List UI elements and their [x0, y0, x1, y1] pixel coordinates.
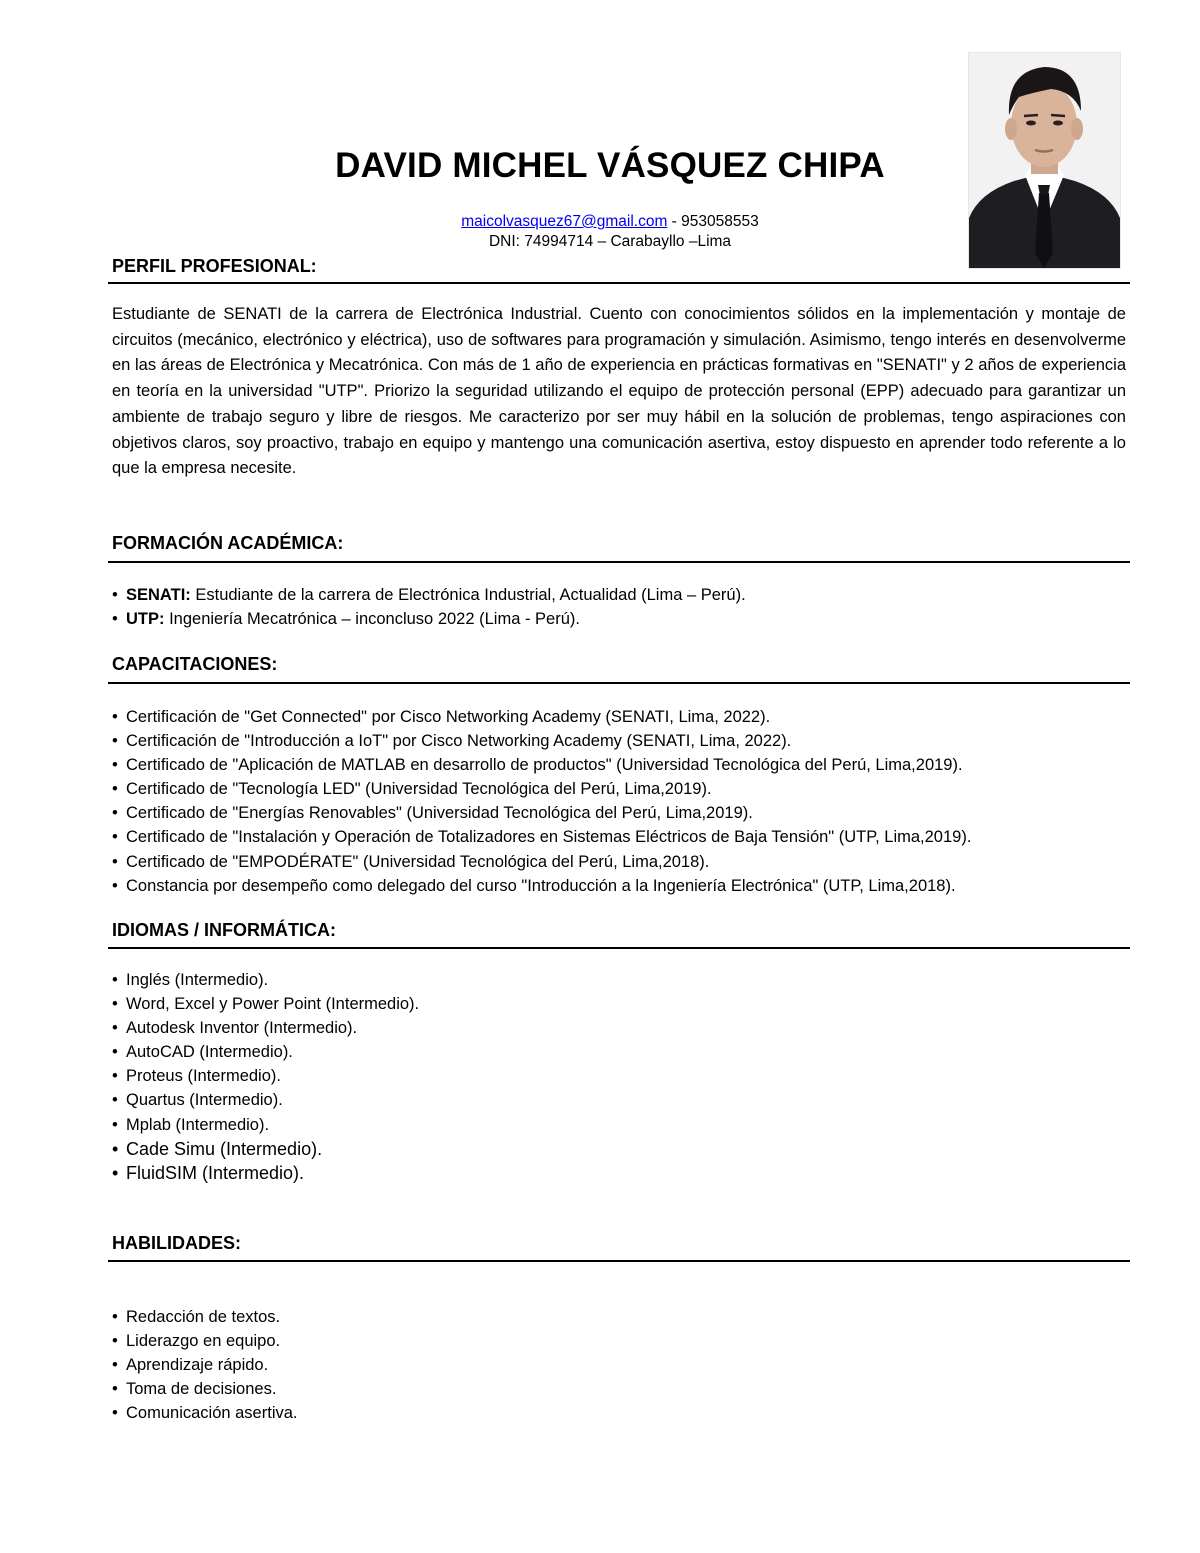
- bullet-icon: •: [112, 852, 118, 871]
- bullet-icon: •: [112, 610, 118, 629]
- profile-heading: PERFIL PROFESIONAL:: [112, 256, 317, 276]
- skill-text: FluidSIM (Intermedio).: [126, 1162, 305, 1183]
- list-item: [112, 1040, 1142, 1064]
- skill-text: Word, Excel y Power Point (Intermedio).: [126, 995, 420, 1014]
- skill-text: Proteus (Intermedio).: [126, 1067, 281, 1086]
- skill-text: Liderazgo en equipo.: [126, 1332, 281, 1351]
- languages-divider: [108, 947, 1130, 949]
- bullet-icon: •: [112, 971, 118, 989]
- bullet-icon: •: [112, 1380, 118, 1399]
- education-divider: [108, 561, 1130, 563]
- profile-photo: [968, 52, 1121, 269]
- email-link[interactable]: maicolvasquez67@gmail.com: [461, 213, 668, 230]
- bullet-icon: •: [112, 732, 118, 751]
- bullet-icon: •: [112, 1138, 119, 1159]
- list-item: [112, 1161, 1142, 1185]
- list-item: [112, 753, 1142, 777]
- bullet-icon: •: [112, 828, 118, 847]
- skill-text: Quartus (Intermedio).: [126, 1091, 283, 1110]
- bullet-icon: •: [112, 1404, 118, 1423]
- education-heading: FORMACIÓN ACADÉMICA:: [112, 533, 344, 553]
- list-item: [112, 1401, 1142, 1425]
- languages-list: [112, 968, 1142, 1185]
- list-item: [112, 1137, 1142, 1161]
- bullet-icon: •: [112, 1115, 118, 1134]
- list-item: [112, 1305, 1142, 1329]
- list-item: [112, 607, 1142, 631]
- bullet-icon: •: [112, 804, 118, 823]
- bullet-icon: •: [112, 708, 118, 726]
- skill-text: Mplab (Intermedio).: [126, 1115, 270, 1134]
- bullet-icon: •: [112, 876, 118, 895]
- skill-text: Autodesk Inventor (Intermedio).: [126, 1019, 358, 1038]
- list-item: [112, 1377, 1142, 1401]
- list-item: [112, 825, 1142, 849]
- bullet-icon: •: [112, 1308, 118, 1326]
- education-detail: Ingeniería Mecatrónica – inconcluso 2022 (Lima - Perú).: [164, 610, 580, 629]
- bullet-icon: •: [112, 1332, 118, 1351]
- list-item: [112, 992, 1142, 1016]
- education-list: [112, 583, 1142, 631]
- profile-divider: [108, 282, 1130, 284]
- contact-line: [300, 213, 920, 231]
- education-detail: Estudiante de la carrera de Electrónica Industrial, Actualidad (Lima – Perú).: [190, 586, 746, 604]
- list-item: [112, 583, 1142, 607]
- profile-text: Estudiante de SENATI de la carrera de Electrónica Industrial. Cuento con conocimientos sólidos en la implementación y montaje de circuitos (mecánico, electrónico y eléctrica), uso de softwares para programación y simulación. Asimismo, tengo interés en desenvolverme en las áreas de Electrónica y Mecatrónica. Con más de 1 año de experiencia en prácticas formativas en "SENATI" y 2 años de experiencia en teoría en la universidad "UTP". Priorizo la seguridad utilizando el equipo de protección personal (EPP) adecuado para garantizar un ambiente de trabajo seguro y libre de riesgos. Me caracterizo por ser muy hábil en la solución de problemas, tengo aspiraciones con objetivos claros, soy proactivo, trabajo en equipo y mantengo una comunicación asertiva, estoy dispuesto en aprender todo referente a lo que la empresa necesite.: [112, 305, 1126, 478]
- candidate-name: DAVID MICHEL VÁSQUEZ CHIPA: [335, 146, 885, 185]
- bullet-icon: •: [112, 995, 118, 1014]
- skill-text: Comunicación asertiva.: [126, 1404, 298, 1423]
- list-item: [112, 874, 1142, 898]
- person-portrait-icon: [969, 53, 1120, 268]
- list-item: [112, 968, 1142, 992]
- bullet-icon: •: [112, 1067, 118, 1086]
- training-text: Certificado de "Tecnología LED" (Universidad Tecnológica del Perú, Lima,2019).: [126, 780, 712, 799]
- list-item: [112, 729, 1142, 753]
- list-item: [112, 777, 1142, 801]
- training-text: Constancia por desempeño como delegado del curso "Introducción a la Ingeniería Electrónica" (UTP, Lima,2018).: [126, 876, 956, 895]
- bullet-icon: •: [112, 586, 118, 604]
- skill-text: Cade Simu (Intermedio).: [126, 1138, 323, 1159]
- list-item: [112, 705, 1142, 729]
- bullet-icon: •: [112, 1019, 118, 1038]
- training-text: Certificación de "Get Connected" por Cisco Networking Academy (SENATI, Lima, 2022).: [126, 708, 771, 726]
- training-divider: [108, 682, 1130, 684]
- list-item: [112, 1016, 1142, 1040]
- training-text: Certificado de "Instalación y Operación de Totalizadores en Sistemas Eléctricos de Baja Tensión" (UTP, Lima,2019).: [126, 828, 972, 847]
- training-heading: CAPACITACIONES:: [112, 654, 278, 674]
- training-text: Certificado de "Aplicación de MATLAB en desarrollo de productos" (Universidad Tecnológica del Perú, Lima,2019).: [126, 756, 963, 775]
- training-text: Certificado de "EMPODÉRATE" (Universidad Tecnológica del Perú, Lima,2018).: [126, 852, 710, 871]
- list-item: [112, 801, 1142, 825]
- list-item: [112, 1329, 1142, 1353]
- list-item: [112, 1064, 1142, 1088]
- bullet-icon: •: [112, 1162, 119, 1183]
- list-item: [112, 1113, 1142, 1137]
- skill-text: Aprendizaje rápido.: [126, 1356, 269, 1375]
- bullet-icon: •: [112, 756, 118, 775]
- list-item: [112, 1088, 1142, 1112]
- bullet-icon: •: [112, 1356, 118, 1375]
- training-text: Certificado de "Energías Renovables" (Universidad Tecnológica del Perú, Lima,2019).: [126, 804, 753, 823]
- list-item: [112, 1353, 1142, 1377]
- languages-heading: IDIOMAS / INFORMÁTICA:: [112, 920, 336, 940]
- bullet-icon: •: [112, 1091, 118, 1110]
- institution-label: UTP:: [126, 610, 165, 629]
- list-item: [112, 850, 1142, 874]
- phone-number: - 953058553: [667, 213, 759, 230]
- training-list: [112, 705, 1142, 898]
- skills-divider: [108, 1260, 1130, 1262]
- skill-text: Toma de decisiones.: [126, 1380, 277, 1399]
- institution-label: SENATI:: [126, 586, 191, 604]
- skill-text: Redacción de textos.: [126, 1308, 281, 1326]
- skills-list: [112, 1305, 1142, 1425]
- skill-text: Inglés (Intermedio).: [126, 971, 269, 989]
- id-location: DNI: 74994714 – Carabayllo –Lima: [488, 233, 732, 250]
- training-text: Certificación de "Introducción a IoT" por Cisco Networking Academy (SENATI, Lima, 2022).: [126, 732, 792, 751]
- skill-text: AutoCAD (Intermedio).: [126, 1043, 293, 1062]
- bullet-icon: •: [112, 1043, 118, 1062]
- skills-heading: HABILIDADES:: [112, 1233, 241, 1253]
- bullet-icon: •: [112, 780, 118, 799]
